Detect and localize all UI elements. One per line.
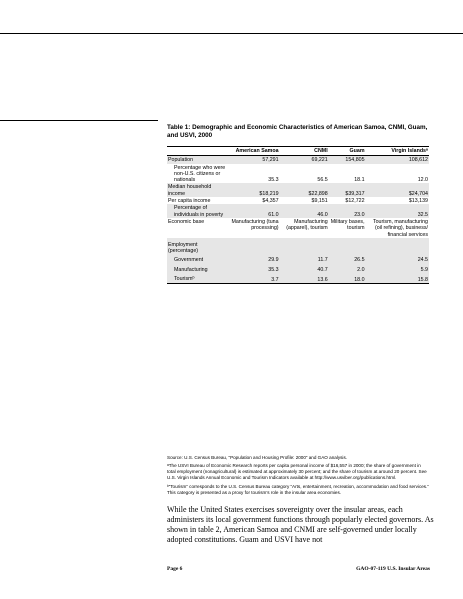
- table-cell: $13,139: [408, 198, 428, 205]
- table-cell: $4,357: [262, 198, 279, 205]
- table-row: [167, 183, 429, 197]
- table-cell: 13.6: [280, 273, 329, 284]
- table-cell: Manufacturing (apparel), tourism: [286, 218, 328, 232]
- table-cell: 40.7: [280, 264, 329, 273]
- table-cell: $22,898: [280, 183, 329, 197]
- table-cell: 18.0: [329, 273, 366, 284]
- body-paragraph: While the United States exercises sovereignty over the insular areas, each administers its local government functions through popularly elected governors. As shown in table 2, American Samoa and CNMI are self-governed under locally adopted constitutions. Guam and USVI have not: [167, 505, 434, 544]
- table-note-b: ᵇ“Tourism” corresponds to the U.S. Census Bureau category “Arts, entertainment, recreation, accommodation and food services.” This category is presented as a proxy for tourism’s role in the insular area economies.: [167, 484, 429, 495]
- table-row: [167, 204, 429, 218]
- table-row: [167, 254, 429, 263]
- table-cell: 56.5: [317, 177, 328, 184]
- row-label: Government: [167, 254, 228, 263]
- row-label: Percentage who were non-U.S. citizens or nationals: [174, 164, 226, 184]
- table-cell: 23.0: [329, 204, 366, 218]
- table-cell: Manufacturing (tuna processing): [231, 218, 279, 232]
- top-rule: [0, 33, 463, 34]
- table-cell: 46.0: [280, 204, 329, 218]
- table-cell: 108,612: [366, 156, 429, 164]
- row-label: Percentage of individuals in poverty: [167, 204, 228, 218]
- table-cell: 18.1: [354, 177, 365, 184]
- table-note-a: ᵃThe USVI Bureau of Economic Research reports per capita personal income of $16,557 in 2000; the share of government in total employment (nonagricultural) is estimated at approximately 30 percent; and the share of tourism at around 20 percent. See U.S. Virgin Islands Annual Economic and Tourism Indicators available at http://www.usviber.org/publications.html.: [167, 463, 427, 480]
- table-row: [167, 264, 429, 273]
- table-cell: 154,805: [329, 156, 366, 164]
- row-label: Employment (percentage): [167, 238, 228, 255]
- table-cell: 32.5: [366, 204, 429, 218]
- table-cell: 12.0: [417, 177, 428, 184]
- row-label: Median household income: [167, 183, 228, 197]
- row-label: Manufacturing: [167, 264, 228, 273]
- table-row: [167, 273, 429, 284]
- table-header-row: [167, 148, 429, 156]
- row-label: Tourismᵇ: [167, 273, 228, 284]
- header-cell: CNMI: [314, 148, 328, 154]
- header-cell: American Samoa: [235, 148, 279, 154]
- table-row: [167, 164, 429, 184]
- header-cell: [167, 148, 228, 156]
- table-cell: $18,219: [228, 183, 279, 197]
- table-cell: 15.8: [366, 273, 429, 284]
- row-label: Population: [167, 156, 228, 164]
- row-label: Per capita income: [168, 198, 211, 205]
- section-rule: [0, 120, 158, 121]
- table-cell: $39,317: [329, 183, 366, 197]
- table-cell: $24,704: [366, 183, 429, 197]
- table-cell: $9,151: [311, 198, 328, 205]
- table-cell: 35.3: [228, 264, 279, 273]
- table-cell: 2.0: [329, 264, 366, 273]
- table-title: Table 1: Demographic and Economic Characteristics of American Samoa, CNMI, Guam, and USVI, 2000: [167, 124, 428, 139]
- table-cell: 61.0: [228, 204, 279, 218]
- table-row: [167, 156, 429, 164]
- report-id: GAO-07-119 U.S. Insular Areas: [356, 566, 430, 572]
- page-number: Page 6: [167, 566, 183, 572]
- table-cell: 57,291: [228, 156, 279, 164]
- table-row: [167, 218, 429, 238]
- header-cell: Virgin Islandsᵃ: [391, 148, 428, 154]
- table-row: [167, 197, 429, 204]
- table-cell: 69,221: [280, 156, 329, 164]
- table-cell: 11.7: [280, 254, 329, 263]
- table-cell: $12,722: [345, 198, 365, 205]
- table-cell: 24.5: [366, 254, 429, 263]
- table-cell: 29.9: [228, 254, 279, 263]
- table-source: Source: U.S. Census Bureau, “Population and Housing Profile: 2000” and GAO analysis.: [167, 455, 348, 460]
- table-cell: 26.5: [329, 254, 366, 263]
- table-cell: Military bases, tourism: [330, 218, 365, 232]
- table-cell: Tourism, manufacturing (oil refining), business/ financial services: [372, 218, 428, 238]
- row-label: Economic base: [168, 218, 205, 225]
- table-row: [167, 238, 429, 255]
- header-cell: Guam: [349, 148, 365, 154]
- table-cell: 3.7: [228, 273, 279, 284]
- demographic-table: [167, 148, 429, 284]
- table-cell: 5.9: [366, 264, 429, 273]
- table-cell: 35.3: [268, 177, 279, 184]
- table-title-rule: [167, 146, 429, 147]
